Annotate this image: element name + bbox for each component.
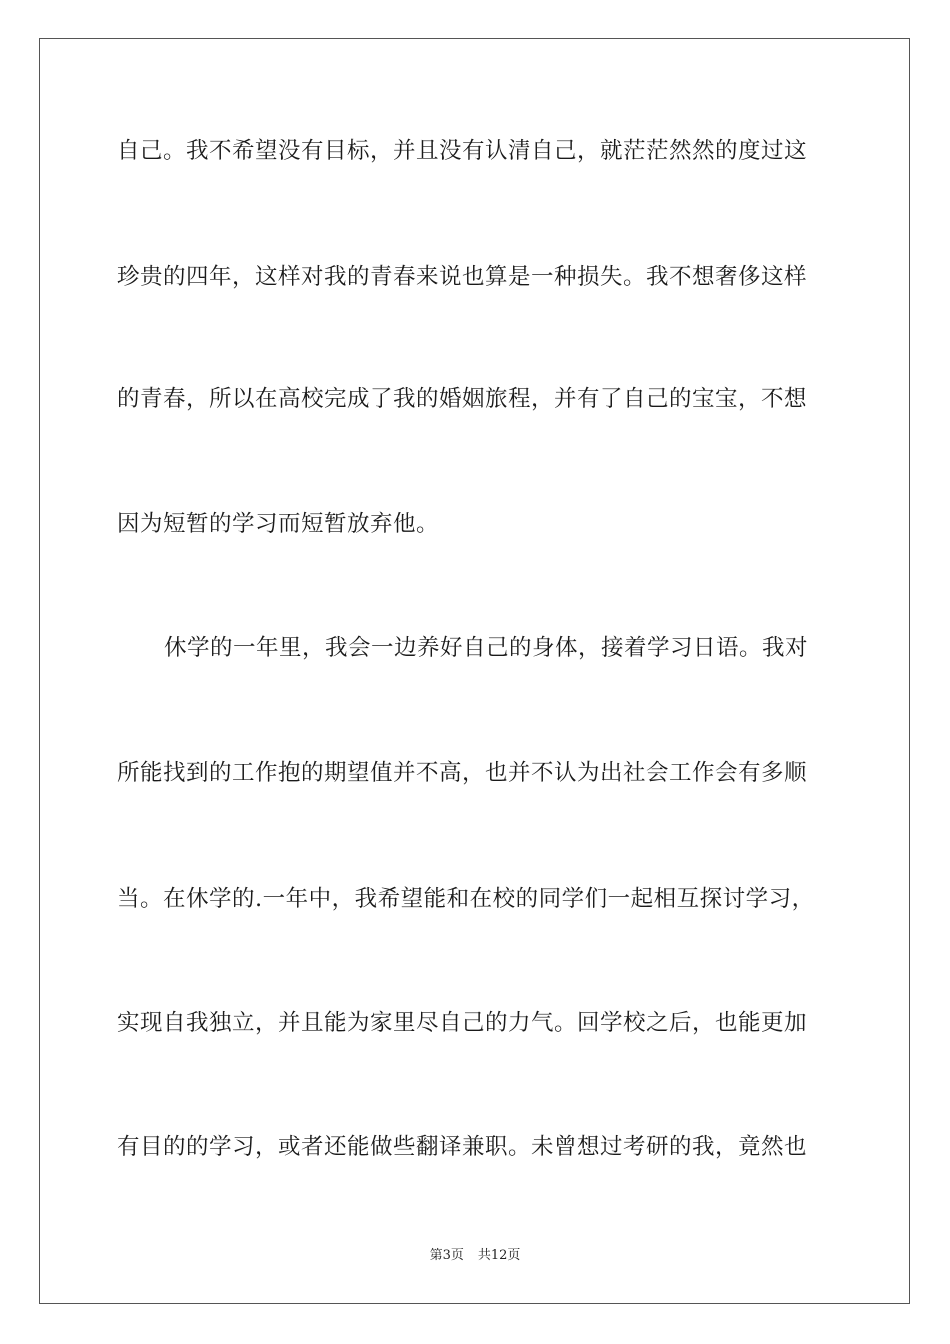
text-line-5-paragraph-start: 休学的一年里，我会一边养好自己的身体，接着学习日语。我对 <box>164 635 809 661</box>
page-frame <box>39 38 910 1304</box>
text-line-8: 实现自我独立，并且能为家里尽自己的力气。回学校之后，也能更加 <box>117 1010 808 1036</box>
page-number: 第3页 <box>429 1248 464 1263</box>
text-line-9: 有目的的学习，或者还能做些翻译兼职。未曾想过考研的我，竟然也 <box>117 1134 808 1160</box>
text-line-7: 当。在休学的.一年中，我希望能和在校的同学们一起相互探讨学习， <box>117 886 815 912</box>
page-footer <box>0 1247 950 1265</box>
text-line-2: 珍贵的四年，这样对我的青春来说也算是一种损失。我不想奢侈这样 <box>117 264 808 290</box>
text-line-1: 自己。我不希望没有目标，并且没有认清自己，就茫茫然然的度过这 <box>117 138 808 164</box>
text-line-3: 的青春，所以在高校完成了我的婚姻旅程，并有了自己的宝宝，不想 <box>117 386 808 412</box>
page-total: 共12页 <box>477 1248 521 1263</box>
text-line-4: 因为短暂的学习而短暂放弃他。 <box>117 511 440 537</box>
text-line-6: 所能找到的工作抱的期望值并不高，也并不认为出社会工作会有多顺 <box>117 760 808 786</box>
